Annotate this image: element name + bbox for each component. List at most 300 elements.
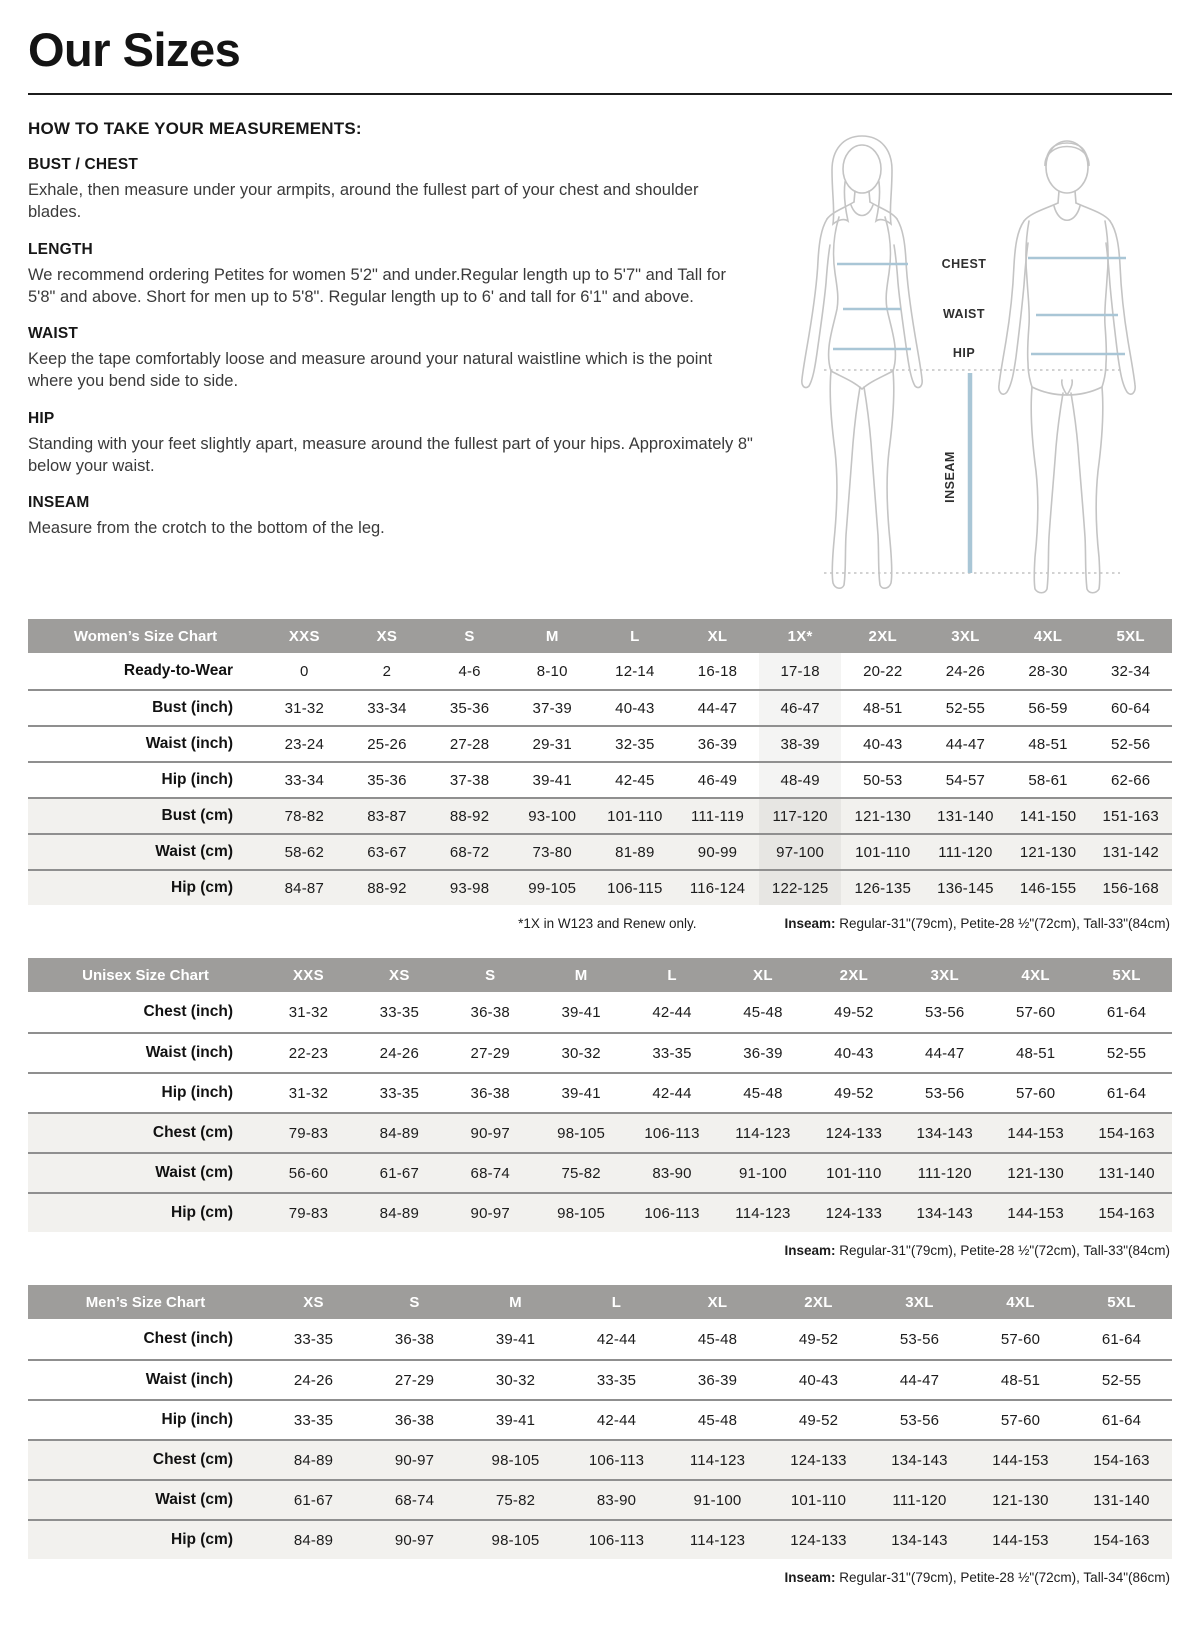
row-label: Chest (cm) — [152, 1451, 233, 1468]
cell: 84-89 — [379, 1204, 420, 1222]
column-header: M — [545, 627, 559, 645]
cell: 4-6 — [458, 662, 481, 680]
measurement-diagram — [782, 121, 1172, 601]
cell: 106-113 — [588, 1531, 645, 1549]
cell: 30-32 — [561, 1044, 601, 1062]
size-table — [28, 619, 1172, 905]
cell: 24-26 — [945, 662, 986, 680]
cell: 144-153 — [992, 1531, 1049, 1549]
cell: 42-44 — [596, 1411, 637, 1429]
cell: 42-44 — [596, 1330, 637, 1348]
cell: 60-64 — [1110, 699, 1151, 717]
footnote-left: *1X in W123 and Renew only. — [518, 916, 697, 931]
cell: 36-38 — [394, 1330, 435, 1348]
cell: 27-29 — [394, 1371, 435, 1389]
table-row — [28, 1479, 1172, 1519]
size-tables — [28, 619, 1172, 1585]
cell: 45-48 — [743, 1003, 783, 1021]
cell: 111-119 — [690, 807, 745, 825]
cell: 49-52 — [834, 1003, 874, 1021]
cell: 97-100 — [759, 835, 842, 869]
cell: 114-123 — [735, 1124, 791, 1142]
table-row — [28, 1359, 1172, 1399]
cell: 124-133 — [790, 1531, 847, 1549]
section-bust-chest — [28, 156, 756, 224]
cell: 33-34 — [367, 699, 407, 717]
cell: 38-39 — [759, 727, 842, 761]
cell: 61-64 — [1106, 1084, 1147, 1102]
row-label: Hip (cm) — [171, 1531, 233, 1548]
cell: 61-64 — [1106, 1003, 1147, 1021]
howto-heading: HOW TO TAKE YOUR MEASUREMENTS: — [28, 119, 362, 138]
cell: 93-98 — [449, 879, 490, 897]
column-header: XL — [707, 627, 728, 645]
column-header: 4XL — [1021, 966, 1050, 984]
cell: 101-110 — [607, 807, 663, 825]
cell: 114-123 — [735, 1204, 791, 1222]
cell: 23-24 — [284, 735, 324, 753]
cell: 117-120 — [759, 799, 842, 833]
cell: 33-35 — [379, 1084, 420, 1102]
row-label: Chest (inch) — [143, 1003, 233, 1020]
cell: 46-47 — [759, 691, 842, 725]
cell: 116-124 — [689, 879, 746, 897]
cell: 42-44 — [652, 1084, 692, 1102]
cell: 52-55 — [1106, 1044, 1147, 1062]
section-heading: INSEAM — [28, 494, 90, 512]
column-header: XS — [376, 627, 398, 645]
cell: 37-39 — [532, 699, 572, 717]
table-row — [28, 1192, 1172, 1232]
cell: 45-48 — [697, 1330, 738, 1348]
cell: 45-48 — [743, 1084, 783, 1102]
section-length — [28, 241, 756, 309]
cell: 124-133 — [825, 1124, 883, 1142]
cell: 33-35 — [652, 1044, 692, 1062]
cell: 61-64 — [1101, 1330, 1142, 1348]
column-header: 2XL — [839, 966, 869, 984]
column-header: 4XL — [1006, 1293, 1035, 1311]
cell: 31-32 — [284, 699, 324, 717]
cell: 52-55 — [1101, 1371, 1142, 1389]
cell: 99-105 — [528, 879, 577, 897]
cell: 61-67 — [293, 1491, 334, 1509]
cell: 25-26 — [367, 735, 407, 753]
cell: 81-89 — [615, 843, 655, 861]
cell: 49-52 — [798, 1411, 839, 1429]
cell: 91-100 — [738, 1164, 787, 1182]
column-header: L — [611, 1293, 622, 1311]
cell: 63-67 — [367, 843, 407, 861]
cell: 126-135 — [854, 879, 911, 897]
row-label: Ready-to-Wear — [123, 662, 233, 679]
row-label: Waist (inch) — [145, 735, 233, 752]
table-title: Unisex Size Chart — [82, 966, 209, 984]
cell: 141-150 — [1019, 807, 1077, 825]
column-header: XS — [389, 966, 410, 984]
cell: 32-35 — [615, 735, 655, 753]
cell: 111-120 — [938, 843, 993, 861]
cell: 16-18 — [697, 662, 738, 680]
cell: 39-41 — [561, 1003, 601, 1021]
cell: 31-32 — [288, 1003, 329, 1021]
column-header: 5XL — [1116, 627, 1145, 645]
table-row — [28, 1152, 1172, 1192]
table-row — [28, 761, 1172, 797]
cell: 48-51 — [1028, 735, 1068, 753]
cell: 101-110 — [790, 1491, 847, 1509]
column-header: 5XL — [1107, 1293, 1136, 1311]
cell: 151-163 — [1102, 807, 1159, 825]
table-row — [28, 653, 1172, 689]
cell: 79-83 — [288, 1124, 329, 1142]
cell: 20-22 — [863, 662, 903, 680]
cell: 144-153 — [992, 1451, 1049, 1469]
column-header: S — [464, 627, 475, 645]
row-label: Hip (inch) — [161, 771, 233, 788]
cell: 154-163 — [1098, 1124, 1155, 1142]
table-header-row — [28, 619, 1172, 653]
table-row — [28, 725, 1172, 761]
footnote-inseam-label: Inseam: — [784, 1243, 836, 1258]
cell: 39-41 — [495, 1330, 536, 1348]
cell: 48-49 — [759, 763, 842, 797]
cell: 156-168 — [1102, 879, 1159, 897]
row-label: Waist (cm) — [155, 843, 233, 860]
table-header-row — [28, 958, 1172, 992]
cell: 144-153 — [1007, 1124, 1064, 1142]
row-label: Chest (inch) — [143, 1330, 233, 1347]
cell: 131-140 — [937, 807, 994, 825]
column-header: XS — [303, 1293, 324, 1311]
hip-label: HIP — [952, 346, 976, 360]
cell: 90-97 — [394, 1531, 435, 1549]
column-header: 3XL — [930, 966, 959, 984]
table-row — [28, 1439, 1172, 1479]
cell: 98-105 — [491, 1531, 540, 1549]
cell: 50-53 — [863, 771, 903, 789]
column-header: 4XL — [1033, 627, 1063, 645]
table-row — [28, 869, 1172, 905]
table-row — [28, 1319, 1172, 1359]
cell: 134-143 — [916, 1124, 973, 1142]
cell: 61-64 — [1101, 1411, 1142, 1429]
row-label: Waist (inch) — [145, 1371, 233, 1388]
cell: 84-89 — [293, 1451, 334, 1469]
row-label: Waist (cm) — [155, 1491, 233, 1508]
footnote-inseam: Inseam: Regular-31"(79cm), Petite-28 ½"(72cm), Tall-33"(84cm) — [784, 916, 1170, 931]
cell: 28-30 — [1028, 662, 1068, 680]
cell: 33-35 — [293, 1330, 334, 1348]
cell: 121-130 — [854, 807, 911, 825]
cell: 61-67 — [379, 1164, 420, 1182]
section-hip — [28, 410, 756, 478]
cell: 98-105 — [557, 1204, 606, 1222]
table-row — [28, 992, 1172, 1032]
column-header: L — [630, 627, 640, 645]
row-label: Bust (cm) — [161, 807, 233, 824]
cell: 40-43 — [798, 1371, 839, 1389]
cell: 36-39 — [697, 1371, 738, 1389]
cell: 121-130 — [1019, 843, 1077, 861]
cell: 75-82 — [495, 1491, 536, 1509]
column-header: 1X* — [787, 627, 813, 645]
cell: 83-87 — [367, 807, 407, 825]
section-heading: HIP — [28, 409, 55, 427]
cell: 154-163 — [1093, 1531, 1150, 1549]
cell: 58-61 — [1028, 771, 1068, 789]
column-header: M — [509, 1293, 522, 1311]
cell: 12-14 — [615, 662, 655, 680]
row-label: Waist (cm) — [155, 1164, 233, 1181]
cell: 27-29 — [470, 1044, 510, 1062]
section-heading: LENGTH — [28, 240, 93, 258]
cell: 22-23 — [288, 1044, 329, 1062]
column-header: S — [485, 966, 496, 984]
table-row — [28, 1519, 1172, 1559]
column-header: S — [409, 1293, 420, 1311]
cell: 8-10 — [536, 662, 568, 680]
cell: 53-56 — [899, 1411, 940, 1429]
cell: 124-133 — [825, 1204, 883, 1222]
cell: 90-97 — [470, 1124, 510, 1142]
female-figure — [802, 136, 922, 588]
section-heading: BUST / CHEST — [28, 156, 139, 173]
cell: 106-113 — [588, 1451, 645, 1469]
cell: 136-145 — [937, 879, 994, 897]
cell: 90-97 — [470, 1204, 510, 1222]
cell: 39-41 — [495, 1411, 536, 1429]
cell: 75-82 — [561, 1164, 601, 1182]
inseam-label: INSEAM — [943, 451, 957, 503]
cell: 24-26 — [379, 1044, 420, 1062]
cell: 134-143 — [891, 1451, 948, 1469]
size-table — [28, 958, 1172, 1232]
male-figure — [999, 141, 1135, 593]
cell: 54-57 — [945, 771, 986, 789]
section-body: Measure from the crotch to the bottom of the leg. — [28, 519, 385, 538]
section-body: Standing with your feet slightly apart, measure around the fullest part of your hips. Approximately 8" below your waist. — [28, 434, 753, 475]
table-row — [28, 689, 1172, 725]
cell: 68-74 — [394, 1491, 435, 1509]
cell: 2 — [382, 662, 392, 680]
cell: 24-26 — [293, 1371, 334, 1389]
cell: 57-60 — [1015, 1084, 1056, 1102]
cell: 111-120 — [917, 1164, 972, 1182]
table-row — [28, 1399, 1172, 1439]
waist-label: WAIST — [942, 307, 986, 321]
cell: 101-110 — [855, 843, 911, 861]
cell: 84-89 — [293, 1531, 334, 1549]
cell: 134-143 — [891, 1531, 948, 1549]
section-body: Exhale, then measure under your armpits, around the fullest part of your chest and shoulder blades. — [28, 181, 699, 222]
cell: 31-32 — [288, 1084, 329, 1102]
cell: 83-90 — [596, 1491, 637, 1509]
cell: 131-140 — [1098, 1164, 1155, 1182]
cell: 36-38 — [394, 1411, 435, 1429]
table-row — [28, 833, 1172, 869]
section-waist — [28, 325, 756, 393]
row-label: Chest (cm) — [152, 1124, 233, 1141]
cell: 48-51 — [863, 699, 903, 717]
cell: 35-36 — [449, 699, 490, 717]
cell: 33-35 — [293, 1411, 334, 1429]
measurement-instructions — [28, 119, 756, 601]
cell: 73-80 — [532, 843, 572, 861]
cell: 98-105 — [491, 1451, 540, 1469]
cell: 36-39 — [697, 735, 738, 753]
table-row — [28, 1112, 1172, 1152]
cell: 79-83 — [288, 1204, 329, 1222]
footnote-inseam: Inseam: Regular-31"(79cm), Petite-28 ½"(72cm), Tall-34"(86cm) — [784, 1570, 1170, 1585]
column-header: 3XL — [951, 627, 980, 645]
table-header-row — [28, 1285, 1172, 1319]
cell: 57-60 — [1000, 1411, 1041, 1429]
chest-label: CHEST — [941, 257, 987, 271]
column-header: XL — [707, 1293, 728, 1311]
cell: 48-51 — [1015, 1044, 1056, 1062]
cell: 154-163 — [1098, 1204, 1155, 1222]
column-header: XL — [753, 966, 773, 984]
cell: 0 — [300, 662, 309, 680]
cell: 32-34 — [1110, 662, 1151, 680]
cell: 37-38 — [449, 771, 490, 789]
cell: 39-41 — [561, 1084, 601, 1102]
cell: 42-44 — [652, 1003, 692, 1021]
cell: 57-60 — [1000, 1330, 1041, 1348]
cell: 93-100 — [528, 807, 577, 825]
cell: 45-48 — [697, 1411, 738, 1429]
cell: 56-59 — [1028, 699, 1068, 717]
cell: 56-60 — [288, 1164, 329, 1182]
cell: 83-90 — [652, 1164, 692, 1182]
column-header: 2XL — [868, 627, 897, 645]
cell: 35-36 — [367, 771, 407, 789]
row-label: Bust (inch) — [152, 699, 233, 716]
table-footnotes — [28, 1570, 1170, 1585]
intro-section — [28, 119, 1172, 601]
cell: 106-113 — [644, 1204, 700, 1222]
cell: 122-125 — [759, 871, 842, 905]
table-row — [28, 1032, 1172, 1072]
column-header: XXS — [288, 627, 320, 645]
cell: 42-45 — [615, 771, 655, 789]
cell: 53-56 — [899, 1330, 940, 1348]
cell: 52-55 — [945, 699, 986, 717]
cell: 101-110 — [826, 1164, 882, 1182]
cell: 39-41 — [532, 771, 572, 789]
diagram-labels — [942, 257, 987, 503]
column-header: 5XL — [1112, 966, 1141, 984]
cell: 106-115 — [607, 879, 663, 897]
cell: 49-52 — [798, 1330, 839, 1348]
cell: 114-123 — [689, 1451, 746, 1469]
cell: 134-143 — [916, 1204, 973, 1222]
section-heading: WAIST — [28, 325, 79, 343]
cell: 53-56 — [925, 1084, 965, 1102]
table-title: Men’s Size Chart — [85, 1293, 206, 1311]
cell: 53-56 — [925, 1003, 965, 1021]
row-label: Hip (inch) — [161, 1084, 233, 1101]
cell: 131-142 — [1102, 843, 1159, 861]
cell: 68-74 — [470, 1164, 510, 1182]
cell: 29-31 — [532, 735, 572, 753]
section-body: Keep the tape comfortably loose and measure around your natural waistline which is the point where you bend side to side. — [28, 350, 713, 391]
cell: 44-47 — [899, 1371, 940, 1389]
cell: 90-99 — [697, 843, 738, 861]
cell: 131-140 — [1093, 1491, 1150, 1509]
cell: 36-38 — [470, 1084, 510, 1102]
size-table — [28, 1285, 1172, 1559]
column-header: XXS — [292, 966, 324, 984]
cell: 57-60 — [1015, 1003, 1056, 1021]
cell: 33-35 — [596, 1371, 637, 1389]
cell: 46-49 — [697, 771, 738, 789]
cell: 121-130 — [1007, 1164, 1064, 1182]
cell: 44-47 — [697, 699, 738, 717]
cell: 90-97 — [394, 1451, 435, 1469]
title-divider — [28, 93, 1172, 95]
cell: 40-43 — [863, 735, 903, 753]
section-inseam — [28, 494, 756, 539]
table-footnotes — [28, 916, 1170, 931]
cell: 88-92 — [449, 807, 490, 825]
cell: 84-89 — [379, 1124, 420, 1142]
cell: 52-56 — [1110, 735, 1151, 753]
footnote-inseam-label: Inseam: — [784, 1570, 836, 1585]
column-header: 3XL — [905, 1293, 934, 1311]
footnote-inseam-label: Inseam: — [784, 916, 836, 931]
cell: 33-35 — [379, 1003, 420, 1021]
cell: 111-120 — [892, 1491, 947, 1509]
cell: 78-82 — [284, 807, 324, 825]
column-header: 2XL — [804, 1293, 833, 1311]
cell: 58-62 — [284, 843, 324, 861]
cell: 84-87 — [284, 879, 324, 897]
cell: 36-39 — [743, 1044, 783, 1062]
table-row — [28, 797, 1172, 833]
cell: 40-43 — [615, 699, 655, 717]
row-label: Hip (cm) — [171, 879, 233, 896]
cell: 30-32 — [495, 1371, 536, 1389]
table-title: Women’s Size Chart — [73, 627, 218, 645]
cell: 62-66 — [1110, 771, 1151, 789]
column-header: L — [667, 966, 677, 984]
cell: 48-51 — [1000, 1371, 1041, 1389]
cell: 144-153 — [1007, 1204, 1064, 1222]
cell: 44-47 — [925, 1044, 965, 1062]
cell: 91-100 — [693, 1491, 742, 1509]
cell: 106-113 — [644, 1124, 700, 1142]
cell: 27-28 — [449, 735, 490, 753]
cell: 33-34 — [284, 771, 324, 789]
section-body: We recommend ordering Petites for women 5'2" and under.Regular length up to 5'7" and Tall for 5'8" and above. Short for men up to 5'8". Regular length up to 6' and tall for 6'1" and above. — [28, 265, 726, 306]
cell: 17-18 — [759, 653, 842, 689]
column-header: M — [574, 966, 588, 984]
table-footnotes — [28, 1243, 1170, 1258]
cell: 114-123 — [689, 1531, 746, 1549]
footnote-inseam: Inseam: Regular-31"(79cm), Petite-28 ½"(72cm), Tall-33"(84cm) — [784, 1243, 1170, 1258]
cell: 98-105 — [557, 1124, 606, 1142]
cell: 40-43 — [834, 1044, 874, 1062]
row-label: Waist (inch) — [145, 1044, 233, 1061]
cell: 68-72 — [449, 843, 490, 861]
row-label: Hip (cm) — [171, 1204, 233, 1221]
cell: 121-130 — [992, 1491, 1049, 1509]
cell: 36-38 — [470, 1003, 510, 1021]
cell: 146-155 — [1019, 879, 1077, 897]
cell: 88-92 — [367, 879, 407, 897]
